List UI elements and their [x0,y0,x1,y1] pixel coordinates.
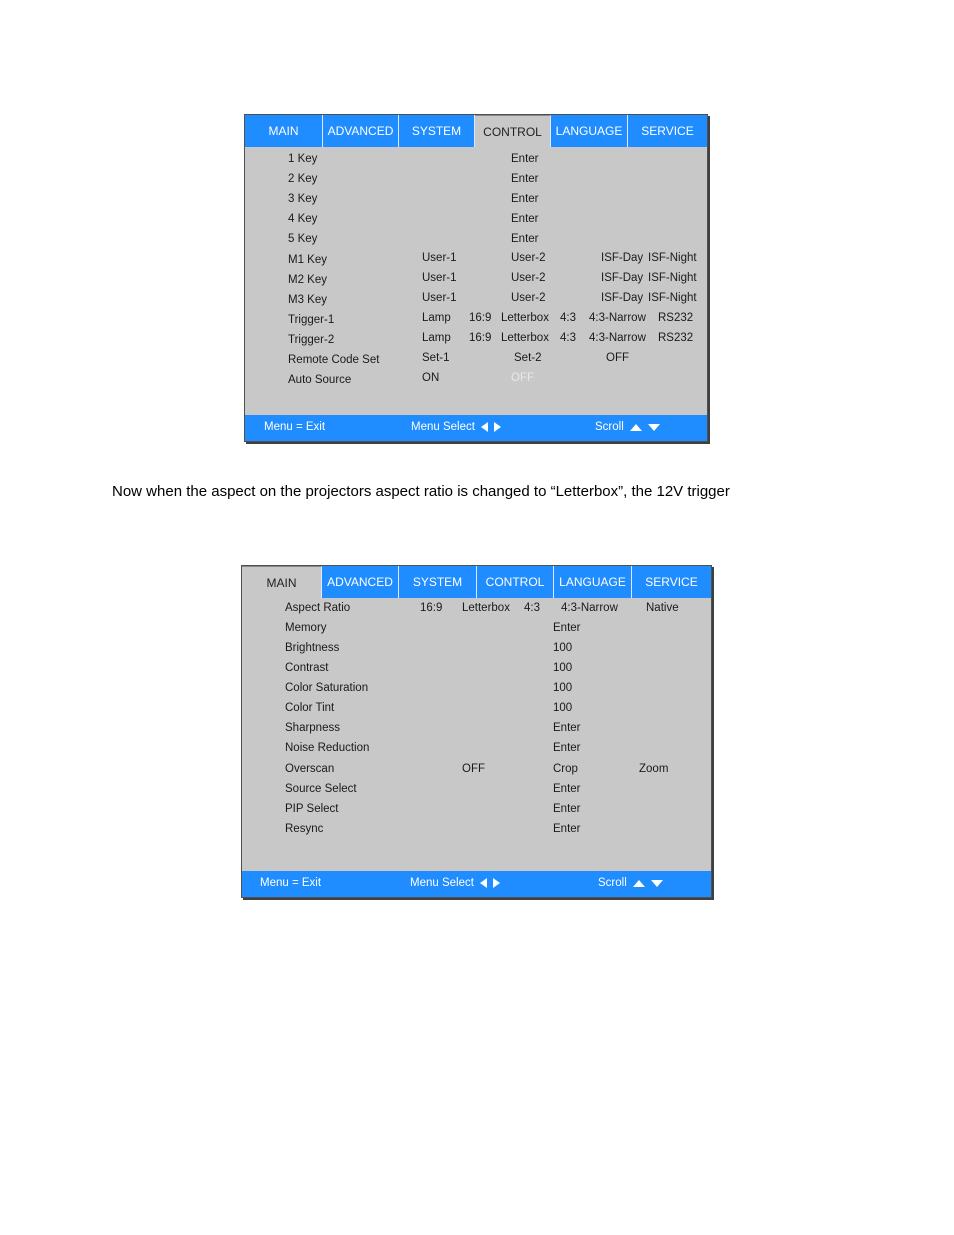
menu-row-5-key[interactable] [245,231,707,251]
row-value[interactable]: User-2 [511,272,546,284]
menu-row-memory[interactable] [242,620,711,640]
menu-row-sharpness[interactable] [242,720,711,740]
main-menu [241,565,712,898]
arrow-down-icon [648,424,660,431]
control-menu [244,114,708,442]
control-menu-footer [245,415,707,441]
row-value[interactable]: RS232 [658,332,694,344]
main-menu-tabs [242,566,711,598]
menu-row-source-select[interactable] [242,781,711,801]
menu-row-3-key[interactable] [245,191,707,211]
row-value[interactable]: Enter [511,153,539,165]
row-value[interactable]: Set-2 [514,352,542,364]
tab-language[interactable]: LANGUAGE [554,566,632,598]
menu-row-auto-source[interactable] [245,370,707,390]
menu-row-pip-select[interactable] [242,801,711,821]
row-label: Memory [285,622,327,634]
row-label: M1 Key [288,254,327,266]
tab-system[interactable]: SYSTEM [399,115,475,147]
row-value[interactable]: Lamp [422,312,451,324]
footer-menu-select [411,421,501,433]
row-value[interactable]: Enter [553,803,581,815]
row-value-selected[interactable]: OFF [511,372,534,384]
row-value[interactable]: ISF-Night [648,272,697,284]
row-value[interactable]: Enter [511,173,539,185]
tab-control[interactable]: CONTROL [477,566,554,598]
row-label: Color Saturation [285,682,369,694]
row-value[interactable]: 100 [553,642,573,654]
row-label: Remote Code Set [288,354,380,366]
row-value[interactable]: OFF [606,352,629,364]
row-value[interactable]: 16:9 [420,602,443,614]
footer-exit-label: Menu = Exit [260,877,322,889]
menu-row-resync[interactable] [242,821,711,841]
footer-select-label: Menu Select [410,877,474,889]
row-value[interactable]: ISF-Day [601,272,644,284]
menu-row-m1-key[interactable] [245,250,707,270]
menu-row-color-saturation[interactable] [242,680,711,700]
row-label: M3 Key [288,294,327,306]
row-value[interactable]: Letterbox [462,602,510,614]
arrow-down-icon [651,880,663,887]
tab-advanced[interactable]: ADVANCED [323,115,399,147]
row-value[interactable]: ON [422,372,440,384]
row-value[interactable]: ISF-Day [601,252,644,264]
footer-exit [264,421,325,433]
row-value[interactable]: Enter [511,193,539,205]
row-label: 5 Key [288,233,318,245]
row-value[interactable]: Enter [511,233,539,245]
menu-row-2-key[interactable] [245,171,707,191]
row-value[interactable]: Zoom [639,763,669,775]
arrow-right-icon [493,878,500,888]
menu-row-overscan[interactable] [242,761,711,781]
row-value[interactable]: 100 [553,662,573,674]
row-value[interactable]: Letterbox [501,312,549,324]
row-label: 1 Key [288,153,318,165]
footer-menu-select [410,877,500,889]
arrow-left-icon [481,422,488,432]
row-value[interactable]: Lamp [422,332,451,344]
tab-system[interactable]: SYSTEM [399,566,477,598]
menu-row-brightness[interactable] [242,640,711,660]
footer-exit [260,877,321,889]
row-label: Aspect Ratio [285,602,351,614]
row-label: Color Tint [285,702,335,714]
row-value[interactable]: ISF-Night [648,252,697,264]
row-value[interactable]: User-2 [511,292,546,304]
menu-row-4-key[interactable] [245,211,707,231]
footer-scroll [595,421,660,433]
tab-advanced[interactable]: ADVANCED [322,566,399,598]
footer-scroll [598,877,663,889]
row-value[interactable]: Enter [553,622,581,634]
row-value[interactable]: 100 [553,682,573,694]
tab-language[interactable]: LANGUAGE [551,115,628,147]
row-label: Trigger-2 [288,334,335,346]
tab-service[interactable]: SERVICE [641,124,694,138]
row-value[interactable]: 16:9 [469,332,492,344]
row-value[interactable]: Crop [553,763,578,775]
row-label: Trigger-1 [288,314,335,326]
menu-row-color-tint[interactable] [242,700,711,720]
row-label: Auto Source [288,374,352,386]
row-value[interactable]: 16:9 [469,312,492,324]
row-value[interactable]: 100 [553,702,573,714]
tab-control[interactable]: CONTROL [475,115,551,147]
tab-main[interactable]: MAIN [242,566,322,598]
tab-service[interactable]: SERVICE [645,575,698,589]
row-value[interactable]: ISF-Day [601,292,644,304]
menu-row-trigger-1[interactable] [245,310,707,330]
row-label: PIP Select [285,803,339,815]
row-value[interactable]: 4:3-Narrow [561,602,618,614]
row-value[interactable]: Enter [511,213,539,225]
row-value[interactable]: Set-1 [422,352,450,364]
row-label: Brightness [285,642,340,654]
control-menu-tabs [245,115,707,147]
row-value[interactable]: 4:3 [560,312,576,324]
row-value[interactable]: 4:3 [524,602,540,614]
row-label: Source Select [285,783,357,795]
menu-row-contrast[interactable] [242,660,711,680]
row-value[interactable]: User-1 [422,252,457,264]
row-label: 2 Key [288,173,318,185]
row-label: Noise Reduction [285,742,370,754]
tab-main[interactable]: MAIN [245,115,323,147]
row-label: 4 Key [288,213,318,225]
arrow-right-icon [494,422,501,432]
row-label: Contrast [285,662,329,674]
row-value[interactable]: OFF [462,763,485,775]
body-paragraph: Now when the aspect on the projectors aspect ratio is changed to “Letterbox”, the 12V trigger [112,483,730,500]
row-label: Overscan [285,763,335,775]
arrow-up-icon [630,424,642,431]
row-label: Sharpness [285,722,340,734]
arrow-up-icon [633,880,645,887]
row-value[interactable]: RS232 [658,312,694,324]
row-value[interactable]: User-1 [422,292,457,304]
row-label: Resync [285,823,324,835]
menu-row-m2-key[interactable] [245,270,707,290]
main-menu-footer [242,871,711,897]
row-value[interactable]: Enter [553,783,581,795]
footer-select-label: Menu Select [411,421,475,433]
row-value[interactable]: User-1 [422,272,457,284]
row-value[interactable]: ISF-Night [648,292,697,304]
row-value[interactable]: 4:3-Narrow [589,312,646,324]
row-value[interactable]: Enter [553,823,581,835]
row-label: M2 Key [288,274,327,286]
footer-exit-label: Menu = Exit [264,421,326,433]
menu-row-noise-reduction[interactable] [242,740,711,760]
row-value[interactable]: Enter [553,722,581,734]
menu-row-m3-key[interactable] [245,290,707,310]
menu-row-trigger-2[interactable] [245,330,707,350]
menu-row-remote-code-set[interactable] [245,350,707,370]
arrow-left-icon [480,878,487,888]
row-value[interactable]: Enter [553,742,581,754]
menu-row-1-key[interactable] [245,151,707,171]
row-value[interactable]: Native [646,602,679,614]
row-value[interactable]: Letterbox [501,332,549,344]
menu-row-aspect-ratio[interactable] [242,600,711,620]
row-label: 3 Key [288,193,318,205]
row-value[interactable]: 4:3 [560,332,576,344]
footer-scroll-label: Scroll [598,877,627,889]
row-value[interactable]: User-2 [511,252,546,264]
row-value[interactable]: 4:3-Narrow [589,332,646,344]
footer-scroll-label: Scroll [595,421,624,433]
